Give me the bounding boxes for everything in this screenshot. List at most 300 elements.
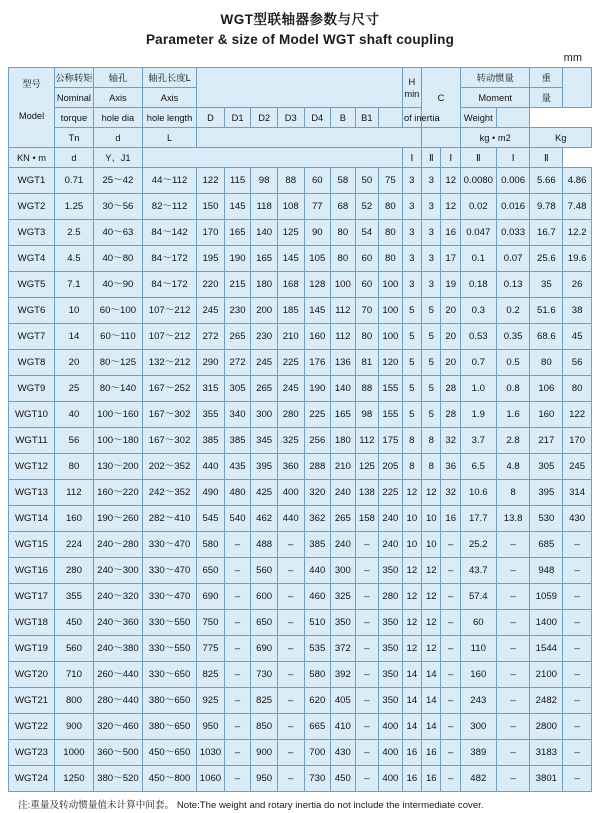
cell-D1: – xyxy=(224,636,251,662)
cell-H: 80 xyxy=(379,220,403,246)
cell-i2: – xyxy=(496,740,530,766)
cell-D3: 280 xyxy=(277,402,304,428)
cell-D1: – xyxy=(224,662,251,688)
table-row xyxy=(9,324,592,350)
cell-D3: 108 xyxy=(277,194,304,220)
header-row-1 xyxy=(9,68,592,88)
cell-D3: – xyxy=(277,714,304,740)
cell-H: 155 xyxy=(379,402,403,428)
table-row xyxy=(9,272,592,298)
cell-l: 84～172 xyxy=(142,272,196,298)
cell-d: 100～160 xyxy=(93,402,142,428)
cell-l: 132～212 xyxy=(142,350,196,376)
cell-C1b: 36 xyxy=(441,454,460,480)
cell-C1b: 20 xyxy=(441,298,460,324)
cell-D2: 825 xyxy=(251,688,278,714)
cell-D3: – xyxy=(277,584,304,610)
cell-tn: 280 xyxy=(55,558,94,584)
header-row-5 xyxy=(9,148,592,168)
th-weight-cn1: 重 xyxy=(530,68,563,88)
cell-B: 300 xyxy=(331,558,356,584)
cell-B: 100 xyxy=(331,272,356,298)
cell-D4: 665 xyxy=(304,714,331,740)
cell-B: 325 xyxy=(331,584,356,610)
cell-w2: 19.6 xyxy=(563,246,592,272)
cell-B1: 125 xyxy=(355,454,379,480)
th-inertia-unit: kg • m2 xyxy=(460,128,530,148)
cell-C: 12 xyxy=(402,584,421,610)
cell-D1: 230 xyxy=(224,298,251,324)
cell-C1a: 10 xyxy=(422,532,441,558)
th-inertia-en1: Moment xyxy=(460,88,530,108)
th-model-group xyxy=(9,68,55,148)
cell-H: 75 xyxy=(379,168,403,194)
cell-D4: 460 xyxy=(304,584,331,610)
cell-D: 925 xyxy=(197,688,225,714)
cell-i1: 3.7 xyxy=(460,428,496,454)
cell-C: 14 xyxy=(402,662,421,688)
cell-i1: 110 xyxy=(460,636,496,662)
cell-H: 400 xyxy=(379,714,403,740)
cell-C: 3 xyxy=(402,246,421,272)
cell-D: 170 xyxy=(197,220,225,246)
cell-C1b: – xyxy=(441,558,460,584)
cell-w2: 245 xyxy=(563,454,592,480)
cell-C: 12 xyxy=(402,636,421,662)
cell-l: 167～252 xyxy=(142,376,196,402)
cell-D2: 265 xyxy=(251,376,278,402)
cell-C1a: 10 xyxy=(422,506,441,532)
cell-i1: 0.7 xyxy=(460,350,496,376)
th-D3: D3 xyxy=(277,108,304,128)
th-borelen-cn: 轴孔长度L xyxy=(142,68,196,88)
cell-D3: 185 xyxy=(277,298,304,324)
cell-C1a: 3 xyxy=(422,194,441,220)
table-row xyxy=(9,220,592,246)
cell-C1a: 8 xyxy=(422,428,441,454)
cell-i1: 0.0080 xyxy=(460,168,496,194)
th-B1: B1 xyxy=(355,108,379,128)
cell-C1a: 12 xyxy=(422,558,441,584)
cell-i1: 160 xyxy=(460,662,496,688)
table-row xyxy=(9,298,592,324)
cell-d: 80～140 xyxy=(93,376,142,402)
cell-w1: 51.6 xyxy=(530,298,563,324)
cell-model: WGT23 xyxy=(9,740,55,766)
cell-model: WGT13 xyxy=(9,480,55,506)
cell-D4: 225 xyxy=(304,402,331,428)
table-row xyxy=(9,766,592,792)
cell-d: 100～180 xyxy=(93,428,142,454)
cell-w2: 12.2 xyxy=(563,220,592,246)
cell-B: 80 xyxy=(331,246,356,272)
cell-l: 330～470 xyxy=(142,532,196,558)
cell-C1b: 28 xyxy=(441,402,460,428)
cell-C: 5 xyxy=(402,402,421,428)
cell-d: 60～100 xyxy=(93,298,142,324)
cell-D4: 90 xyxy=(304,220,331,246)
cell-D1: 115 xyxy=(224,168,251,194)
cell-B1: 60 xyxy=(355,246,379,272)
cell-H: 80 xyxy=(379,194,403,220)
cell-D1: 165 xyxy=(224,220,251,246)
cell-H: 400 xyxy=(379,740,403,766)
cell-D4: 440 xyxy=(304,558,331,584)
cell-w2: 38 xyxy=(563,298,592,324)
cell-l: 330～470 xyxy=(142,558,196,584)
cell-B1: – xyxy=(355,662,379,688)
cell-C: 14 xyxy=(402,714,421,740)
cell-D1: 540 xyxy=(224,506,251,532)
cell-D1: 145 xyxy=(224,194,251,220)
cell-i2: – xyxy=(496,558,530,584)
cell-w1: 530 xyxy=(530,506,563,532)
cell-i1: 25.2 xyxy=(460,532,496,558)
cell-i1: 389 xyxy=(460,740,496,766)
th-c: C xyxy=(422,68,461,128)
cell-model: WGT10 xyxy=(9,402,55,428)
cell-w2: 26 xyxy=(563,272,592,298)
cell-C: 3 xyxy=(402,168,421,194)
cell-w1: 5.66 xyxy=(530,168,563,194)
cell-i2: 0.13 xyxy=(496,272,530,298)
cell-C1b: – xyxy=(441,662,460,688)
cell-D: 220 xyxy=(197,272,225,298)
cell-D1: – xyxy=(224,766,251,792)
unit-label: mm xyxy=(563,52,582,64)
cell-w1: 2100 xyxy=(530,662,563,688)
cell-D4: 190 xyxy=(304,376,331,402)
cell-l: 380～650 xyxy=(142,714,196,740)
cell-D4: 580 xyxy=(304,662,331,688)
th-c-spacer xyxy=(422,128,461,148)
cell-model: WGT9 xyxy=(9,376,55,402)
cell-C1a: 3 xyxy=(422,246,441,272)
cell-D2: 140 xyxy=(251,220,278,246)
cell-C1a: 5 xyxy=(422,298,441,324)
cell-D1: – xyxy=(224,532,251,558)
cell-C1a: 3 xyxy=(422,220,441,246)
cell-l: 450～650 xyxy=(142,740,196,766)
cell-d: 160～220 xyxy=(93,480,142,506)
cell-i1: 0.18 xyxy=(460,272,496,298)
cell-C: 14 xyxy=(402,688,421,714)
th-torque-sym: Tn xyxy=(55,128,94,148)
table-row xyxy=(9,350,592,376)
cell-B1: 112 xyxy=(355,428,379,454)
cell-B: 165 xyxy=(331,402,356,428)
cell-D3: – xyxy=(277,740,304,766)
cell-model: WGT21 xyxy=(9,688,55,714)
cell-B1: 88 xyxy=(355,376,379,402)
cell-D3: – xyxy=(277,558,304,584)
cell-model: WGT16 xyxy=(9,558,55,584)
cell-B1: – xyxy=(355,636,379,662)
cell-w2: 56 xyxy=(563,350,592,376)
cell-D4: 176 xyxy=(304,350,331,376)
cell-B: 68 xyxy=(331,194,356,220)
title-block xyxy=(8,0,592,50)
cell-w1: 2800 xyxy=(530,714,563,740)
cell-tn: 1000 xyxy=(55,740,94,766)
cell-d: 240～300 xyxy=(93,558,142,584)
cell-model: WGT7 xyxy=(9,324,55,350)
cell-tn: 800 xyxy=(55,688,94,714)
cell-model: WGT12 xyxy=(9,454,55,480)
th-weight-roman1: Ⅰ xyxy=(496,148,530,168)
cell-D: 272 xyxy=(197,324,225,350)
cell-tn: 4.5 xyxy=(55,246,94,272)
table-row xyxy=(9,454,592,480)
table-row xyxy=(9,376,592,402)
cell-w1: 1544 xyxy=(530,636,563,662)
cell-B1: 54 xyxy=(355,220,379,246)
cell-D2: 950 xyxy=(251,766,278,792)
cell-tn: 7.1 xyxy=(55,272,94,298)
th-D1: D1 xyxy=(224,108,251,128)
cell-l: 242～352 xyxy=(142,480,196,506)
cell-model: WGT3 xyxy=(9,220,55,246)
th-h-min-spacer xyxy=(379,108,403,128)
cell-d: 240～360 xyxy=(93,610,142,636)
cell-w1: 25.6 xyxy=(530,246,563,272)
cell-i2: 0.8 xyxy=(496,376,530,402)
cell-D4: 256 xyxy=(304,428,331,454)
cell-C1a: 16 xyxy=(422,740,441,766)
cell-H: 225 xyxy=(379,480,403,506)
cell-l: 82～112 xyxy=(142,194,196,220)
cell-tn: 10 xyxy=(55,298,94,324)
table-row xyxy=(9,740,592,766)
cell-B1: 158 xyxy=(355,506,379,532)
cell-D2: 200 xyxy=(251,298,278,324)
th-model-cn: 型号 xyxy=(22,78,41,89)
cell-D: 650 xyxy=(197,558,225,584)
cell-D2: 560 xyxy=(251,558,278,584)
cell-C1b: 28 xyxy=(441,376,460,402)
cell-w1: 80 xyxy=(530,350,563,376)
cell-i2: 1.6 xyxy=(496,402,530,428)
cell-C1a: 5 xyxy=(422,324,441,350)
cell-D4: 77 xyxy=(304,194,331,220)
cell-model: WGT1 xyxy=(9,168,55,194)
cell-l: 84～172 xyxy=(142,246,196,272)
cell-C: 10 xyxy=(402,506,421,532)
cell-C: 5 xyxy=(402,324,421,350)
cell-l: 330～550 xyxy=(142,636,196,662)
header-row-4 xyxy=(9,128,592,148)
cell-d: 130～200 xyxy=(93,454,142,480)
cell-D4: 160 xyxy=(304,324,331,350)
cell-C: 16 xyxy=(402,740,421,766)
cell-model: WGT20 xyxy=(9,662,55,688)
th-bore-cn: 轴孔 xyxy=(93,68,142,88)
cell-i1: 10.6 xyxy=(460,480,496,506)
cell-D3: 125 xyxy=(277,220,304,246)
cell-w1: 1059 xyxy=(530,584,563,610)
cell-C1a: 3 xyxy=(422,168,441,194)
th-borelen-en3: L xyxy=(142,128,196,148)
cell-D1: – xyxy=(224,558,251,584)
cell-H: 120 xyxy=(379,350,403,376)
cell-B: 80 xyxy=(331,220,356,246)
cell-C1b: – xyxy=(441,714,460,740)
cell-B: 180 xyxy=(331,428,356,454)
cell-C1b: – xyxy=(441,584,460,610)
cell-model: WGT4 xyxy=(9,246,55,272)
th-dims-blank xyxy=(197,68,402,108)
th-c-roman1: Ⅰ xyxy=(402,148,421,168)
cell-B1: 50 xyxy=(355,168,379,194)
cell-C1b: – xyxy=(441,610,460,636)
cell-D2: 425 xyxy=(251,480,278,506)
cell-w1: 16.7 xyxy=(530,220,563,246)
cell-D2: 600 xyxy=(251,584,278,610)
cell-D2: 118 xyxy=(251,194,278,220)
cell-i2: 0.2 xyxy=(496,298,530,324)
cell-d: 190～260 xyxy=(93,506,142,532)
cell-w1: 1400 xyxy=(530,610,563,636)
cell-C1a: 5 xyxy=(422,402,441,428)
cell-B: 430 xyxy=(331,740,356,766)
cell-D: 440 xyxy=(197,454,225,480)
cell-B: 405 xyxy=(331,688,356,714)
cell-model: WGT24 xyxy=(9,766,55,792)
cell-C1a: 8 xyxy=(422,454,441,480)
table-row xyxy=(9,506,592,532)
cell-B1: – xyxy=(355,740,379,766)
cell-D4: 385 xyxy=(304,532,331,558)
th-weight-blank xyxy=(563,68,592,108)
th-h-label: H xyxy=(408,76,416,87)
cell-D3: 168 xyxy=(277,272,304,298)
cell-tn: 20 xyxy=(55,350,94,376)
cell-i1: 0.047 xyxy=(460,220,496,246)
cell-B: 136 xyxy=(331,350,356,376)
cell-tn: 450 xyxy=(55,610,94,636)
cell-C1a: 14 xyxy=(422,662,441,688)
th-weight-unit: Kg xyxy=(530,128,592,148)
cell-i2: 2.8 xyxy=(496,428,530,454)
cell-tn: 355 xyxy=(55,584,94,610)
cell-D: 750 xyxy=(197,610,225,636)
cell-C1a: 14 xyxy=(422,688,441,714)
cell-d: 240～320 xyxy=(93,584,142,610)
cell-l: 450～800 xyxy=(142,766,196,792)
cell-w1: 217 xyxy=(530,428,563,454)
cell-D: 150 xyxy=(197,194,225,220)
cell-w2: – xyxy=(563,532,592,558)
cell-C1b: – xyxy=(441,766,460,792)
cell-D3: 325 xyxy=(277,428,304,454)
cell-C1b: 20 xyxy=(441,350,460,376)
cell-B: 240 xyxy=(331,532,356,558)
cell-tn: 160 xyxy=(55,506,94,532)
cell-d: 360～500 xyxy=(93,740,142,766)
page-title-en: Parameter & size of Model WGT shaft coupling xyxy=(145,32,455,47)
cell-D: 775 xyxy=(197,636,225,662)
cell-i2: 0.033 xyxy=(496,220,530,246)
cell-d: 60～110 xyxy=(93,324,142,350)
cell-w2: – xyxy=(563,584,592,610)
table-row xyxy=(9,428,592,454)
cell-B1: – xyxy=(355,558,379,584)
cell-D1: – xyxy=(224,584,251,610)
cell-tn: 14 xyxy=(55,324,94,350)
cell-i2: 13.8 xyxy=(496,506,530,532)
cell-H: 350 xyxy=(379,688,403,714)
cell-i1: 17.7 xyxy=(460,506,496,532)
cell-B1: 52 xyxy=(355,194,379,220)
cell-model: WGT17 xyxy=(9,584,55,610)
cell-D4: 145 xyxy=(304,298,331,324)
cell-D2: 98 xyxy=(251,168,278,194)
cell-D1: – xyxy=(224,688,251,714)
cell-D2: 488 xyxy=(251,532,278,558)
cell-i2: – xyxy=(496,714,530,740)
cell-C: 12 xyxy=(402,558,421,584)
cell-D2: 245 xyxy=(251,350,278,376)
th-torque-en2: torque xyxy=(55,108,94,128)
cell-C: 5 xyxy=(402,350,421,376)
cell-d: 280～440 xyxy=(93,688,142,714)
cell-l: 330～470 xyxy=(142,584,196,610)
cell-B: 410 xyxy=(331,714,356,740)
th-borelen-en1: Axis xyxy=(142,88,196,108)
cell-B: 112 xyxy=(331,324,356,350)
cell-d: 40～63 xyxy=(93,220,142,246)
cell-B: 112 xyxy=(331,298,356,324)
cell-tn: 112 xyxy=(55,480,94,506)
cell-tn: 2.5 xyxy=(55,220,94,246)
cell-C: 8 xyxy=(402,454,421,480)
cell-D1: 385 xyxy=(224,428,251,454)
th-B: B xyxy=(331,108,356,128)
cell-i1: 482 xyxy=(460,766,496,792)
cell-D2: 900 xyxy=(251,740,278,766)
cell-D: 290 xyxy=(197,350,225,376)
cell-w1: 3183 xyxy=(530,740,563,766)
th-inertia-cn: 转动惯量 xyxy=(460,68,530,88)
th-borelen-en2: hole length xyxy=(142,108,196,128)
cell-i1: 6.5 xyxy=(460,454,496,480)
cell-D: 122 xyxy=(197,168,225,194)
footnote-cn: 注:重量及转动惯量值未计算中间套。 xyxy=(18,800,175,811)
cell-D: 950 xyxy=(197,714,225,740)
cell-w2: 4.86 xyxy=(563,168,592,194)
cell-D3: 225 xyxy=(277,350,304,376)
cell-B: 140 xyxy=(331,376,356,402)
cell-D2: 730 xyxy=(251,662,278,688)
cell-model: WGT8 xyxy=(9,350,55,376)
cell-i2: – xyxy=(496,688,530,714)
cell-D1: 190 xyxy=(224,246,251,272)
cell-tn: 1.25 xyxy=(55,194,94,220)
th-torque-unit: KN • m xyxy=(9,148,55,168)
cell-model: WGT22 xyxy=(9,714,55,740)
cell-D2: 395 xyxy=(251,454,278,480)
cell-D4: 105 xyxy=(304,246,331,272)
cell-C1b: – xyxy=(441,688,460,714)
th-torque-en1: Nominal xyxy=(55,88,94,108)
cell-H: 350 xyxy=(379,662,403,688)
cell-w1: 948 xyxy=(530,558,563,584)
th-inertia-roman1: Ⅰ xyxy=(441,148,460,168)
cell-D: 195 xyxy=(197,246,225,272)
cell-i2: – xyxy=(496,610,530,636)
cell-i1: 0.53 xyxy=(460,324,496,350)
cell-C: 3 xyxy=(402,220,421,246)
